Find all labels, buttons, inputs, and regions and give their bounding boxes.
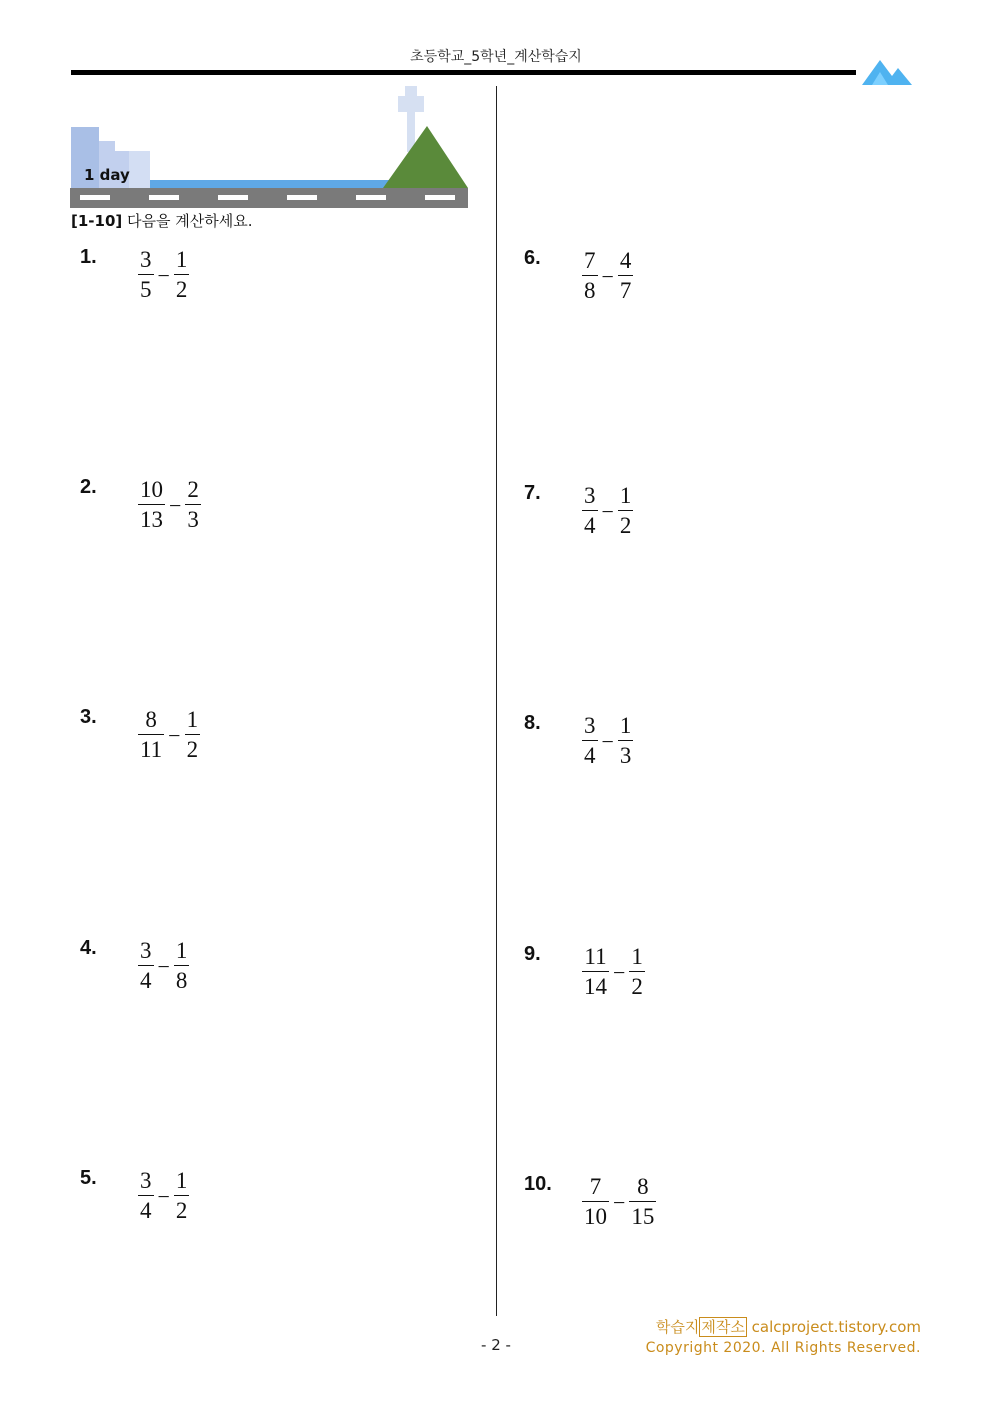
instruction bbox=[71, 210, 253, 231]
fraction-a: $\frac{3}{4}$ bbox=[584, 483, 596, 538]
minus-sign: − bbox=[157, 1183, 170, 1209]
fraction-b: $\frac{1}{2}$ bbox=[175, 247, 188, 302]
fraction-b: $\frac{2}{3}$ bbox=[187, 477, 199, 532]
problem-number: 9. bbox=[524, 943, 541, 965]
minus-sign: − bbox=[613, 1189, 626, 1215]
fraction-b: $\frac{1}{8}$ bbox=[175, 938, 188, 993]
fraction-b: $\frac{1}{2}$ bbox=[619, 483, 632, 538]
fraction-a: $\frac{10}{13}$ bbox=[140, 477, 163, 532]
fraction-b: $\frac{1}{2}$ bbox=[631, 944, 643, 999]
instruction-text: 다음을 계산하세요. bbox=[127, 212, 253, 230]
fraction-expression bbox=[136, 246, 191, 305]
page-number: - 2 - bbox=[481, 1336, 511, 1354]
problem-number: 4. bbox=[80, 937, 97, 959]
fraction-expression bbox=[580, 482, 635, 541]
minus-sign: − bbox=[157, 953, 170, 979]
minus-sign: − bbox=[613, 959, 626, 985]
fraction-expression bbox=[580, 943, 647, 1002]
fraction-a: $\frac{3}{4}$ bbox=[140, 938, 152, 993]
fraction-expression bbox=[136, 1167, 191, 1226]
brand-prefix: 학습지 bbox=[655, 1318, 700, 1336]
minus-sign: − bbox=[168, 722, 181, 748]
site-link[interactable]: calcproject.tistory.com bbox=[751, 1318, 921, 1336]
minus-sign: − bbox=[169, 492, 182, 518]
fraction-a: $\frac{3}{5}$ bbox=[140, 247, 152, 302]
fraction-expression bbox=[136, 476, 203, 535]
fraction-a: $\frac{3}{4}$ bbox=[140, 1168, 152, 1223]
fraction-expression bbox=[136, 937, 191, 996]
fraction-b: $\frac{1}{2}$ bbox=[186, 707, 199, 762]
minus-sign: − bbox=[157, 262, 170, 288]
minus-sign: − bbox=[601, 728, 614, 754]
fraction-expression bbox=[580, 247, 635, 306]
problem-number: 5. bbox=[80, 1167, 97, 1189]
day-label: 1 day bbox=[84, 166, 130, 184]
header-rule bbox=[71, 70, 856, 75]
fraction-a: $\frac{11}{14}$ bbox=[584, 944, 607, 999]
brand-boxed: 제작소 bbox=[701, 1318, 745, 1336]
problem-number: 6. bbox=[524, 247, 541, 269]
minus-sign: − bbox=[601, 263, 614, 289]
fraction-a: $\frac{3}{4}$ bbox=[584, 713, 596, 768]
fraction-expression bbox=[580, 1173, 658, 1232]
mountain-logo-icon bbox=[862, 56, 914, 86]
header-title: 초등학교_5학년_계산학습지 bbox=[410, 49, 582, 65]
fraction-b: $\frac{4}{7}$ bbox=[619, 248, 632, 303]
day-banner-illustration bbox=[70, 84, 470, 210]
fraction-b: $\frac{8}{15}$ bbox=[631, 1174, 655, 1229]
fraction-a: $\frac{7}{8}$ bbox=[584, 248, 596, 303]
minus-sign: − bbox=[601, 498, 614, 524]
problem-number: 1. bbox=[80, 246, 97, 268]
problem-number: 3. bbox=[80, 706, 97, 728]
problem-number: 8. bbox=[524, 712, 541, 734]
fraction-expression bbox=[136, 706, 202, 765]
problem-number: 2. bbox=[80, 476, 97, 498]
problem-number: 10. bbox=[524, 1173, 552, 1195]
footer-brand bbox=[656, 1316, 921, 1337]
footer-copyright: Copyright 2020. All Rights Reserved. bbox=[645, 1340, 921, 1356]
fraction-expression bbox=[580, 712, 635, 771]
column-divider bbox=[496, 86, 497, 1316]
instruction-range: [1-10] bbox=[71, 212, 123, 230]
fraction-b: $\frac{1}{3}$ bbox=[619, 713, 632, 768]
fraction-a: $\frac{8}{11}$ bbox=[140, 707, 163, 762]
fraction-b: $\frac{1}{2}$ bbox=[175, 1168, 188, 1223]
problem-number: 7. bbox=[524, 482, 541, 504]
fraction-a: $\frac{7}{10}$ bbox=[584, 1174, 607, 1229]
